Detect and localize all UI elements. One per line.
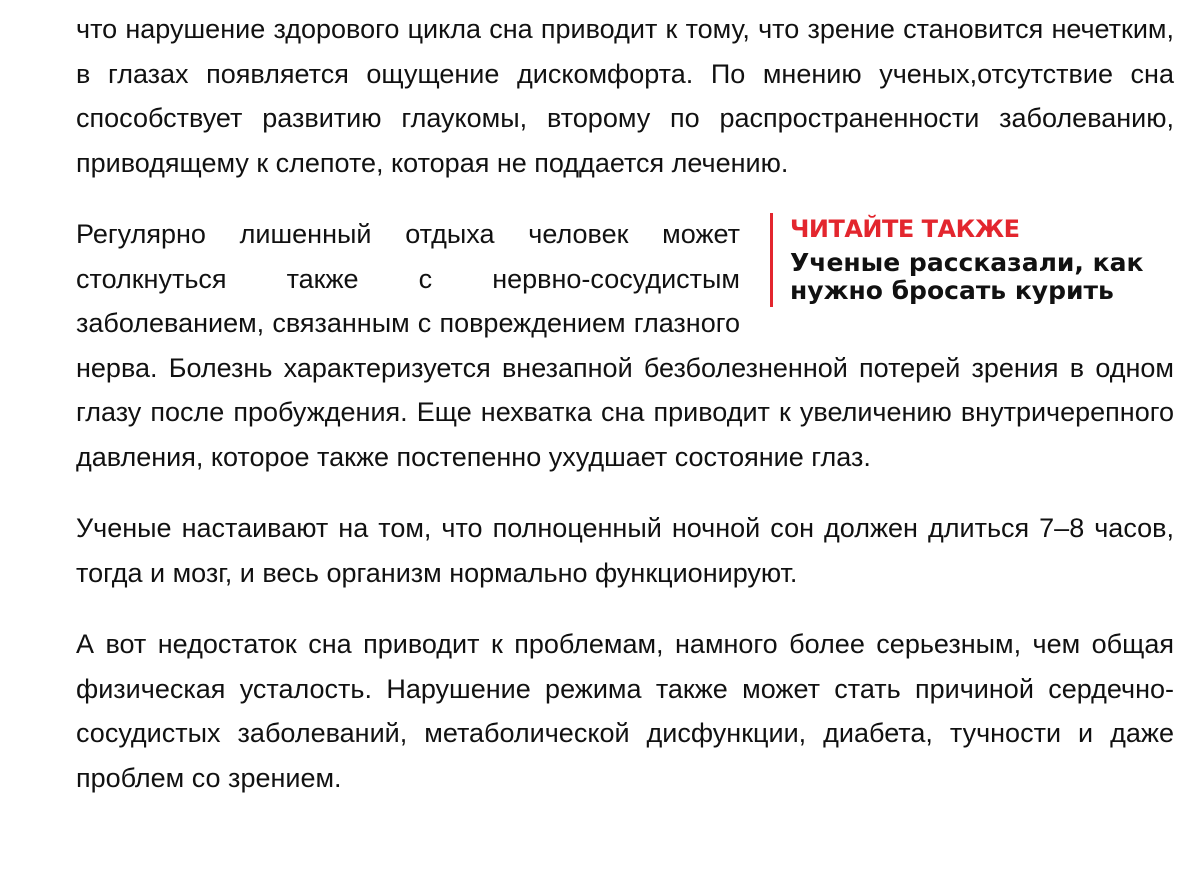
read-also-link[interactable]: Ученые рассказали, как нужно бросать курить — [790, 248, 1144, 305]
article-body — [76, 7, 1174, 827]
read-also-block — [770, 213, 1174, 307]
article-paragraph-2: Регулярно лишенный отдыха человек может столкнуться также с нервно-сосудистым заболеванием, связанным с повреждением глазного нерва. Болезнь характеризуется внезапной безболезненной потерей зрения в одном глазу после пробуждения. Еще нехватка сна приводит к увеличению внутричерепного давления, которое также постепенно ухудшает состояние глаз. — [76, 219, 1174, 472]
article-paragraph-4: А вот недостаток сна приводит к проблемам, намного более серьезным, чем общая физическая усталость. Нарушение режима также может стать причиной сердечно-сосудистых заболеваний, метаболической дисфункции, диабета, тучности и даже проблем со зрением. — [76, 629, 1174, 793]
read-also-label: ЧИТАЙТЕ ТАКЖЕ — [790, 215, 1020, 243]
article-paragraph-1: что нарушение здорового цикла сна приводит к тому, что зрение становится нечетким, в глазах появляется ощущение дискомфорта. По мнению ученых,отсутствие сна способствует развитию глаукомы, второму по распространенности заболеванию, приводящему к слепоте, которая не поддается лечению. — [76, 14, 1174, 178]
article-paragraph-3: Ученые настаивают на том, что полноценный ночной сон должен длиться 7–8 часов, тогда и мозг, и весь организм нормально функционируют. — [76, 513, 1174, 588]
